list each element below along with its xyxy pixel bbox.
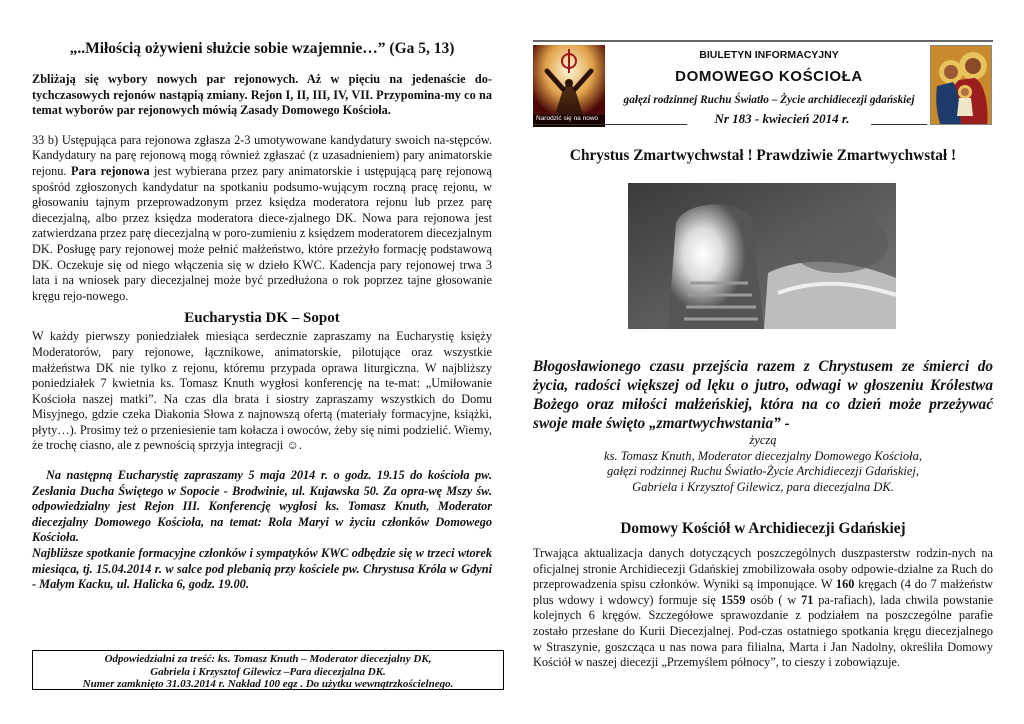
rules-paragraph [32,133,492,305]
footer-line-2: Gabriela i Krzysztof Gilewicz –Para diecezjalna DK. [150,665,386,678]
count-members: 1559 [720,592,746,607]
church-heading: Domowy Kościół w Archidiecezji Gdańskiej [620,520,906,537]
left-title: „..Miłością ożywieni służcie sobie wzajemnie…” (Ga 5, 13) [69,40,455,57]
rules-text-a: 33 b) Ustępująca para rejonowa zgłasza 2-3 umotywowane kandydatury swoich na-stępców. Kandydatury na parę rejonową mogą również zgłaszać (z uzasadnieniem) pary animatorskie rejonu. [32,132,492,178]
holy-family-icon [930,45,992,125]
signature-line-2: gałęzi rodzinnej Ruchu Światło-Życie Archidiecezji Gdańskiej, [607,464,919,478]
kwc-notice: Najbliższe spotkanie formacyjne członków i sympatyków KWC odbędzie się w trzeci wtorek miesiąca, tj. 15.04.2014 r. w salce pod plebanią przy kościele pw. Chrystusa Króla w Gdyni - Małym Kacku, ul. Halicka 6, godz. 19.00. [32,546,492,592]
easter-blessing-block [533,357,993,495]
easter-greeting: Chrystus Zmartwychwstał ! Prawdziwie Zmartwychwstał ! [569,147,957,164]
church-paragraph [533,546,993,671]
footer-line-1: Odpowiedzialni za treść: ks. Tomasz Knuth – Moderator diecezjalny DK, [104,653,432,665]
left-column [32,0,492,593]
count-circles: 160 [835,577,855,592]
footer-line-3: Numer zamknięto 31.03.2014 r. Nakład 100 egz . Do użytku wewnątrzkościelnego. [82,678,454,690]
bulletin-subtitle: gałęzi rodzinnej Ruchu Światło – Życie archidiecezji gdańskiej [623,94,915,106]
rules-bold: Para rejonowa [70,163,150,178]
rules-text-b: jest wybierana przez pary animatorskie i ustępującą parę rejonową spośród zgłoszonych kandydatur na spotkaniu podsumo-wującym roczną pracę rejonu, w głosowaniu tajnym przeprowadzonym przez księdza moderatora rejonu lub przez parę diecezjalną, albo przez księdza moderatora diece-zjalnego DK. Nowa para rejonowa jest zatwierdzana przez parę diecezjalną w poro-zumieniu z księdzem moderatorem diecezjalnym DK. Posługę pary rejonowej może pełnić małżeństwo, które przeżyło formację podstawową DK. Oczekuje się od niego włączenia się w dzieło KWC. Kadencja pary rejonowej trwa 3 lata i na wniosek pary diecezjalnej może być przedłużona o rok poprzez tajne głosowanie kręgu rejo-nowego. [32,163,492,303]
movement-logo [533,45,605,127]
signature-line-1: ks. Tomasz Knuth, Moderator diecezjalny Domowego Kościoła, [604,448,922,463]
holy-family-graphic [931,46,992,125]
empty-tomb-graphic [628,183,896,329]
elections-intro: Zbliżają się wybory nowych par rejonowych. Aż w pięciu na jedenaście do-tychczasowych rejonów nastąpią zmiany. Rejon I, II, III, IV, VII. Przypomina-my co na temat wyborów par rejonowych mówią Zasady Domowego Kościoła. [32,72,492,118]
empty-tomb-photo [628,183,896,329]
issue-rule-left [533,124,687,125]
wish-word: życzą [749,433,777,447]
blessing-text: Błogosławionego czasu przejścia razem z Chrystusem ze śmierci do życia, radości większej od lęku o jutro, odwagi w głoszeniu Królestwa Bożego oraz miłości małżeńskiej, która na co dzień może przeżywać swoje małe święto „zmartwychwstania” - [533,358,993,432]
church-text-4: pa-rafiach), lada chwila powstanie kolejnych 6 kręgów. Szczegółowe sprawozdanie z podziałem na poszczególne parafie zostało przesłane do Kurii Diecezjalnej. Pod-czas ostatniego spotkania kręgu diecezjalnego w Straszynie, goszcząca u nas nowa para filialna, Marta i Jan Nadolny, określiła Domowy Kościół w naszej diecezji „Przemyślem północy”, to cieszy i zobowiązuje. [533,592,994,670]
signature-line-3: Gabriela i Krzysztof Gilewicz, para diecezjalna DK. [632,479,894,494]
issue-rule-right [871,124,927,125]
church-text-2: kręgach (4 do 7 małżeństw plus wdowy i wdowcy) formuje się [533,577,993,607]
eucharist-heading: Eucharystia DK – Sopot [184,310,340,327]
bulletin-name: DOMOWEGO KOŚCIOŁA [675,68,863,85]
header-top-rule [533,40,993,42]
eucharist-paragraph: W każdy pierwszy poniedziałek miesiąca serdecznie zapraszamy na Eucharystię księży Moderatorów, pary rejonowe, łącznikowe, animatorskie, pilotujące oraz wszystkie małżeństwa DK nie tylko z rejonu, któremu przypada oprawa liturgiczna. W najbliższy poniedziałek 7 kwietnia ks. Tomasz Knuth wygłosi konferencję na te-mat: „Umiłowanie Kościoła naszej matki”. Na czas dla brata i siostry zapraszamy wszystkich do Domu Misyjnego, gdzie czeka Diakonia Słowa z najnowszą ofertą (materiały formacyjne, książki, płyty…). Prosimy też o przeniesienie tam kołacza i owoców, żeby się nimi podzielić. Wiemy, że trochę ciasno, ale z pewnością sprzyja integracji ☺. [32,329,492,453]
next-eucharist-notice: Na następną Eucharystię zapraszamy 5 maja 2014 r. o godz. 19.15 do kościoła pw. Zesłania Ducha Świętego w Sopocie - Brodwinie, ul. Kujawska 50. Za opra-wę Mszy św. odpowiedzialny jest Rejon III. Konferencję wygłosi ks. Tomasz Knuth, Moderator diecezjalny Domowego Kościoła, na temat: Rola Maryi w życiu członków Domowego Kościoła. [32,468,492,545]
logo-caption: Narodzić się na nowo [536,115,599,122]
church-text-3: osób ( w [750,592,797,607]
bulletin-kicker: BIULETYN INFORMACYJNY [699,49,839,61]
editorial-footer [32,650,504,690]
count-parishes: 71 [801,592,814,607]
issue-number: Nr 183 - kwiecień 2014 r. [714,111,850,126]
church-text-1: Trwająca aktualizacja danych dotyczących poszczególnych duszpasterstw rodzin-nych na oficjalnej stronie Archidiecezji Gdańskiej zmobilizowała osoby odpowie-dzialne za Ruch do przeprowadzenia spisu członków. Wyniki są imponujące. W [533,546,993,592]
